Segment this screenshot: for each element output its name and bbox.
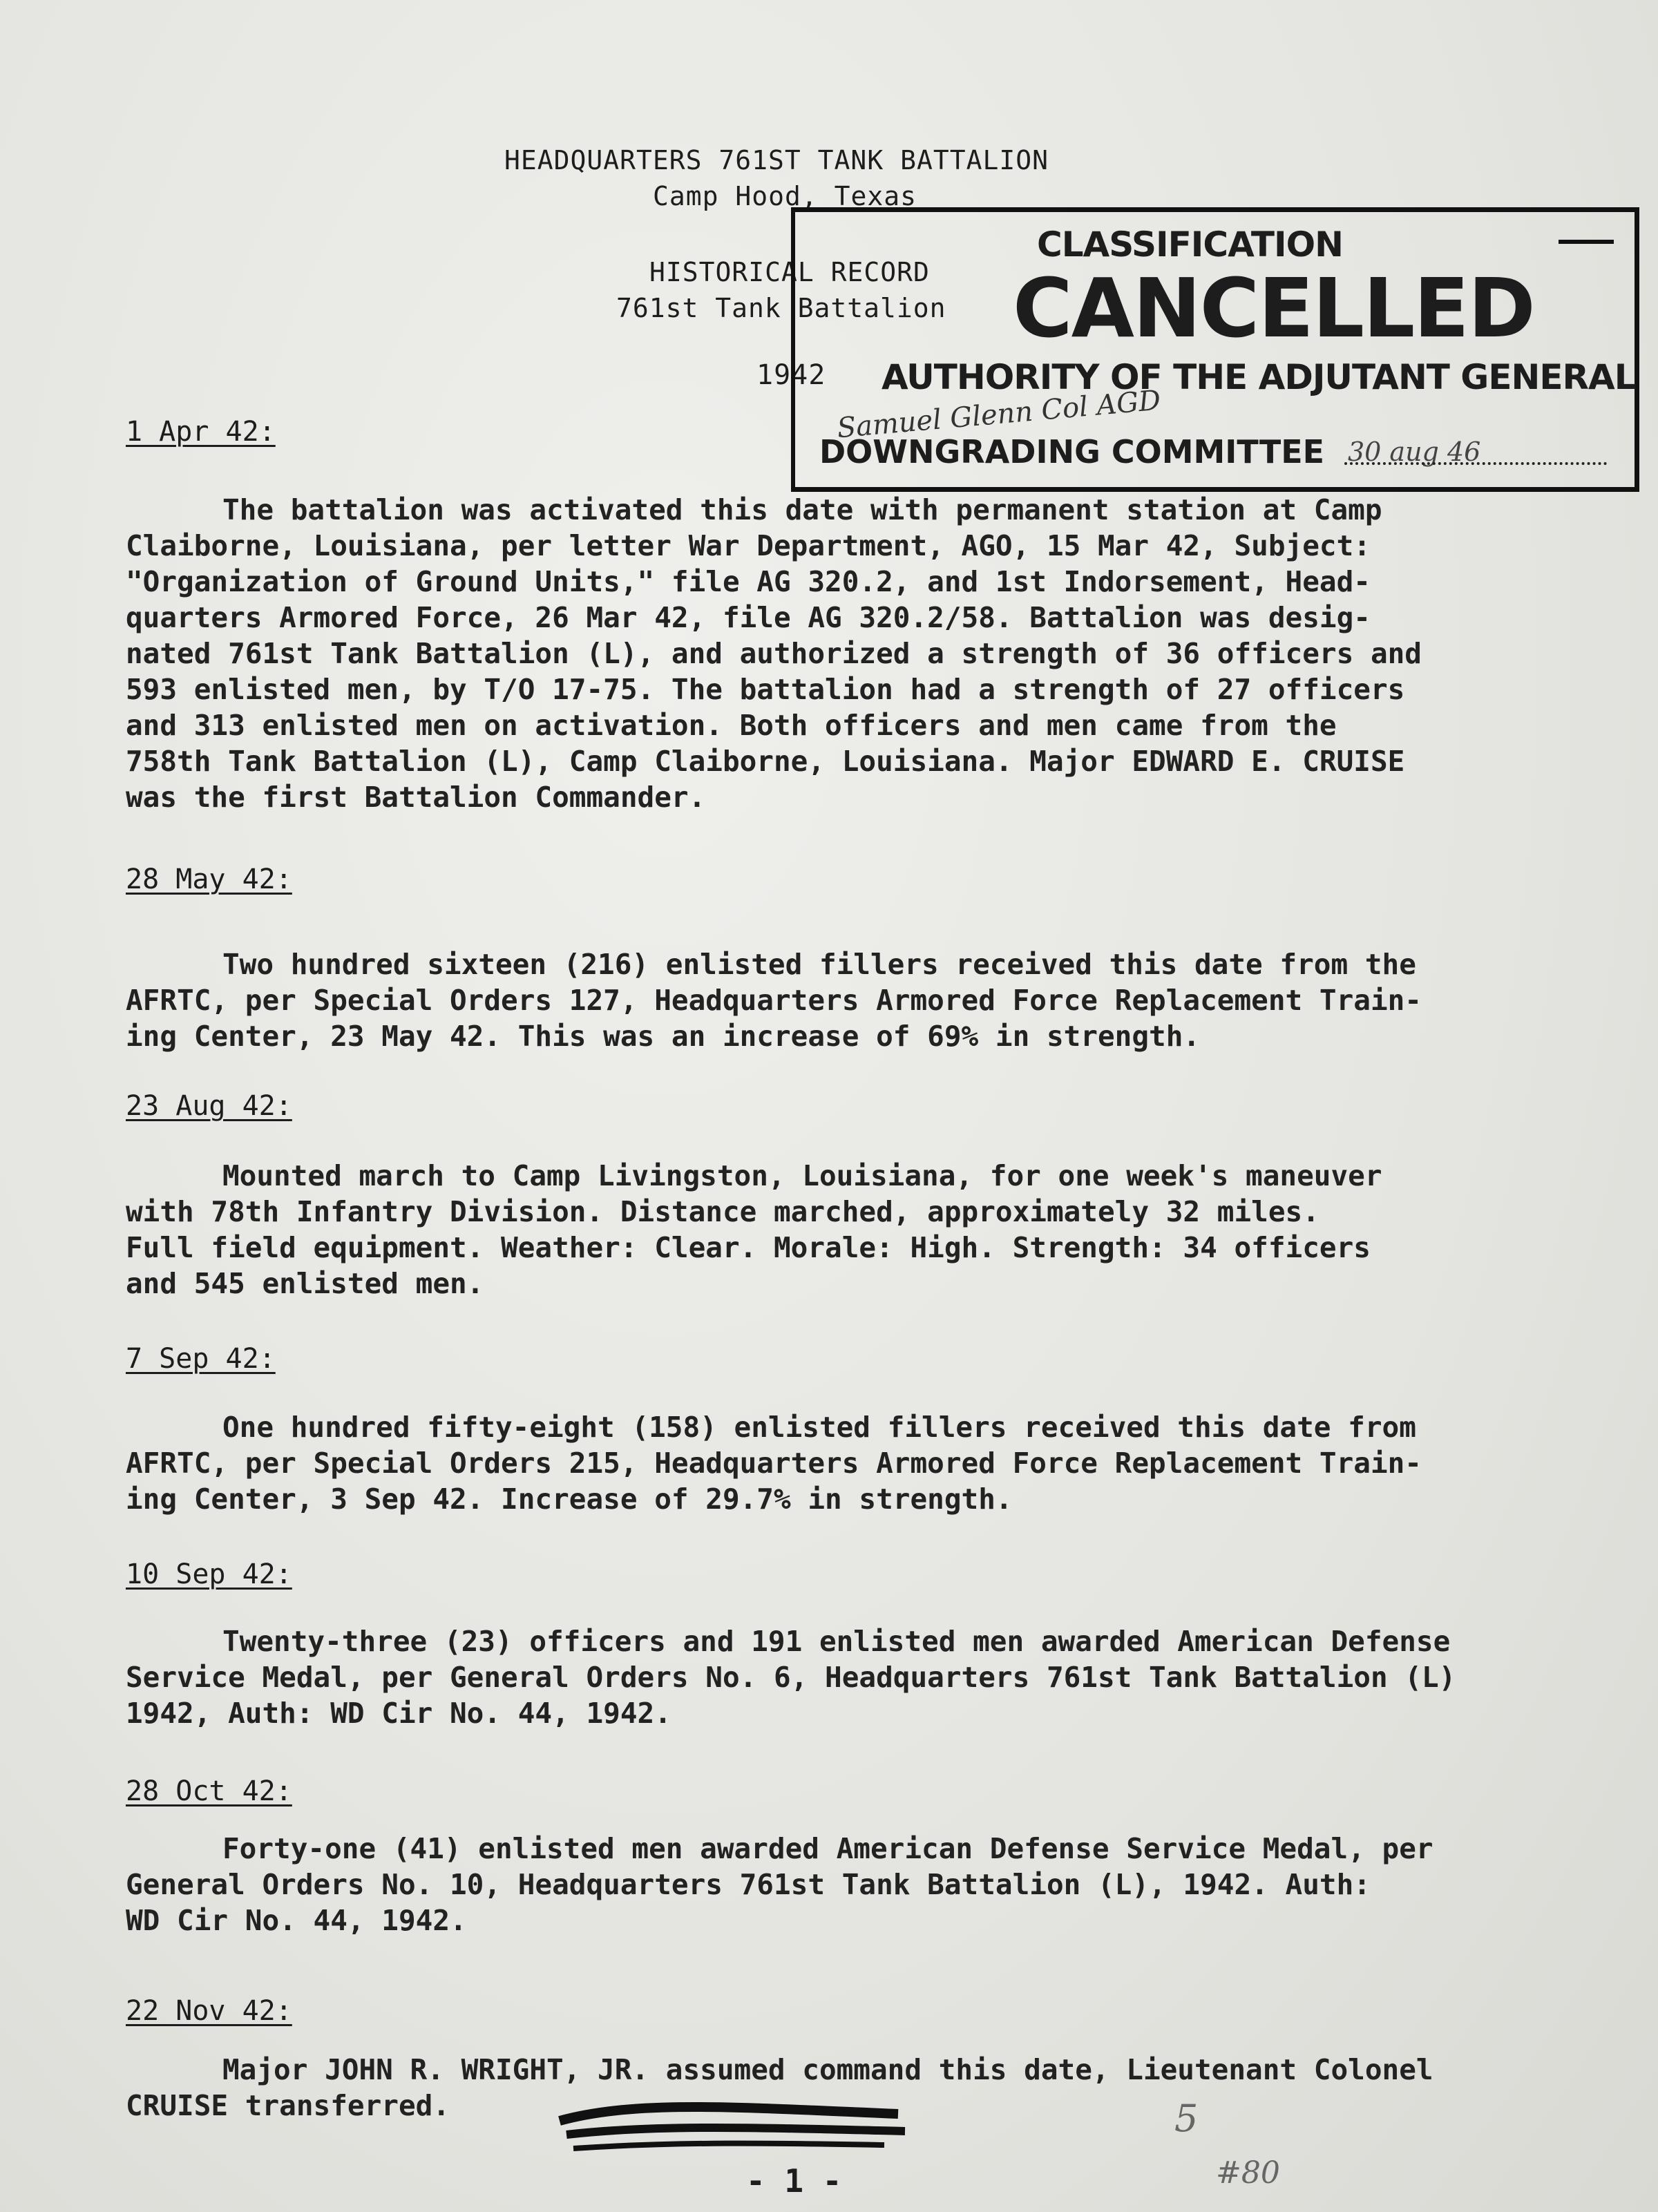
entry-date: 23 Aug 42: xyxy=(126,1090,292,1122)
stamp-classification: CLASSIFICATION xyxy=(1037,225,1343,265)
page-number: - 1 - xyxy=(746,2162,842,2200)
stamp-authority: AUTHORITY OF THE ADJUTANT GENERAL xyxy=(882,357,1636,397)
stamp-date: 30 aug 46 xyxy=(1348,437,1481,467)
stamp-cancelled: CANCELLED xyxy=(1013,260,1534,356)
entry-date: 22 Nov 42: xyxy=(126,1995,292,2027)
entry-date: 28 May 42: xyxy=(126,864,292,895)
classification-stamp xyxy=(791,207,1639,492)
entry-body: Two hundred sixteen (216) enlisted fillers received this date from the AFRTC, per Special Orders 127, Headquarters Armored Force Replacement Train- ing Center, 23 May 42. This was an increase of 69% in strength. xyxy=(126,948,1422,1053)
entry-body: The battalion was activated this date with permanent station at Camp Claiborne, Louisiana, per letter War Department, AGO, 15 Mar 42, Subject: "Organization of Ground Units," file AG 320.2, and 1st Indorsement, Head- quarters Armored Force, 26 Mar 42, file AG 320.2/58. Battalion was desig- nated 761st Tank Battalion (L), and authorized a strength of 36 officers and 593 enlisted men, by T/O 17-75. The battalion had a strength of 27 officers and 313 enlisted men on activation. Both officers and men came from the 758th Tank Battalion (L), Camp Claiborne, Louisiana. Major EDWARD E. CRUISE was the first Battalion Commander. xyxy=(126,493,1422,814)
entry-body: Major JOHN R. WRIGHT, JR. assumed command this date, Lieutenant Colonel CRUISE transferred. xyxy=(126,2053,1433,2122)
handwritten-number: #80 xyxy=(1216,2155,1280,2191)
entry-body: One hundred fifty-eight (158) enlisted fillers received this date from AFRTC, per Special Orders 215, Headquarters Armored Force Replacement Train- ing Center, 3 Sep 42. Increase of 29.7% in strength. xyxy=(126,1411,1422,1516)
stamp-dash xyxy=(1559,240,1614,244)
stamp-committee: DOWNGRADING COMMITTEE xyxy=(819,433,1325,470)
header-unit: HEADQUARTERS 761ST TANK BATTALION xyxy=(504,145,1049,175)
entry-body: Forty-one (41) enlisted men awarded American Defense Service Medal, per General Orders No. 10, Headquarters 761st Tank Battalion (L), 1942. Auth: WD Cir No. 44, 1942. xyxy=(126,1832,1433,1937)
entry-body: Twenty-three (23) officers and 191 enlisted men awarded American Defense Service Medal, per General Orders No. 6, Headquarters 761st Tank Battalion (L) 1942, Auth: WD Cir No. 44, 1942. xyxy=(126,1625,1456,1730)
stamp-signature: Samuel Glenn Col AGD xyxy=(835,384,1163,445)
entry-date: 7 Sep 42: xyxy=(126,1343,276,1375)
entry-body: Mounted march to Camp Livingston, Louisiana, for one week's maneuver with 78th Infantry Division. Distance marched, approximately 32 miles. Full field equipment. Weather: Clear. Morale: High. Strength: 34 officers and 545 enlisted men. xyxy=(126,1159,1382,1300)
redaction-scribble xyxy=(553,2093,912,2155)
header-record-unit: 761st Tank Battalion xyxy=(616,293,946,323)
header-location: Camp Hood, Texas xyxy=(653,181,917,211)
header-record-title: HISTORICAL RECORD xyxy=(649,257,930,287)
entry-date: 1 Apr 42: xyxy=(126,416,276,448)
stamp-dotted-line xyxy=(1344,462,1607,465)
header-year: 1942 xyxy=(756,359,826,391)
entry-date: 28 Oct 42: xyxy=(126,1775,292,1807)
margin-note: 5 xyxy=(1174,2097,1199,2140)
entry-date: 10 Sep 42: xyxy=(126,1558,292,1590)
